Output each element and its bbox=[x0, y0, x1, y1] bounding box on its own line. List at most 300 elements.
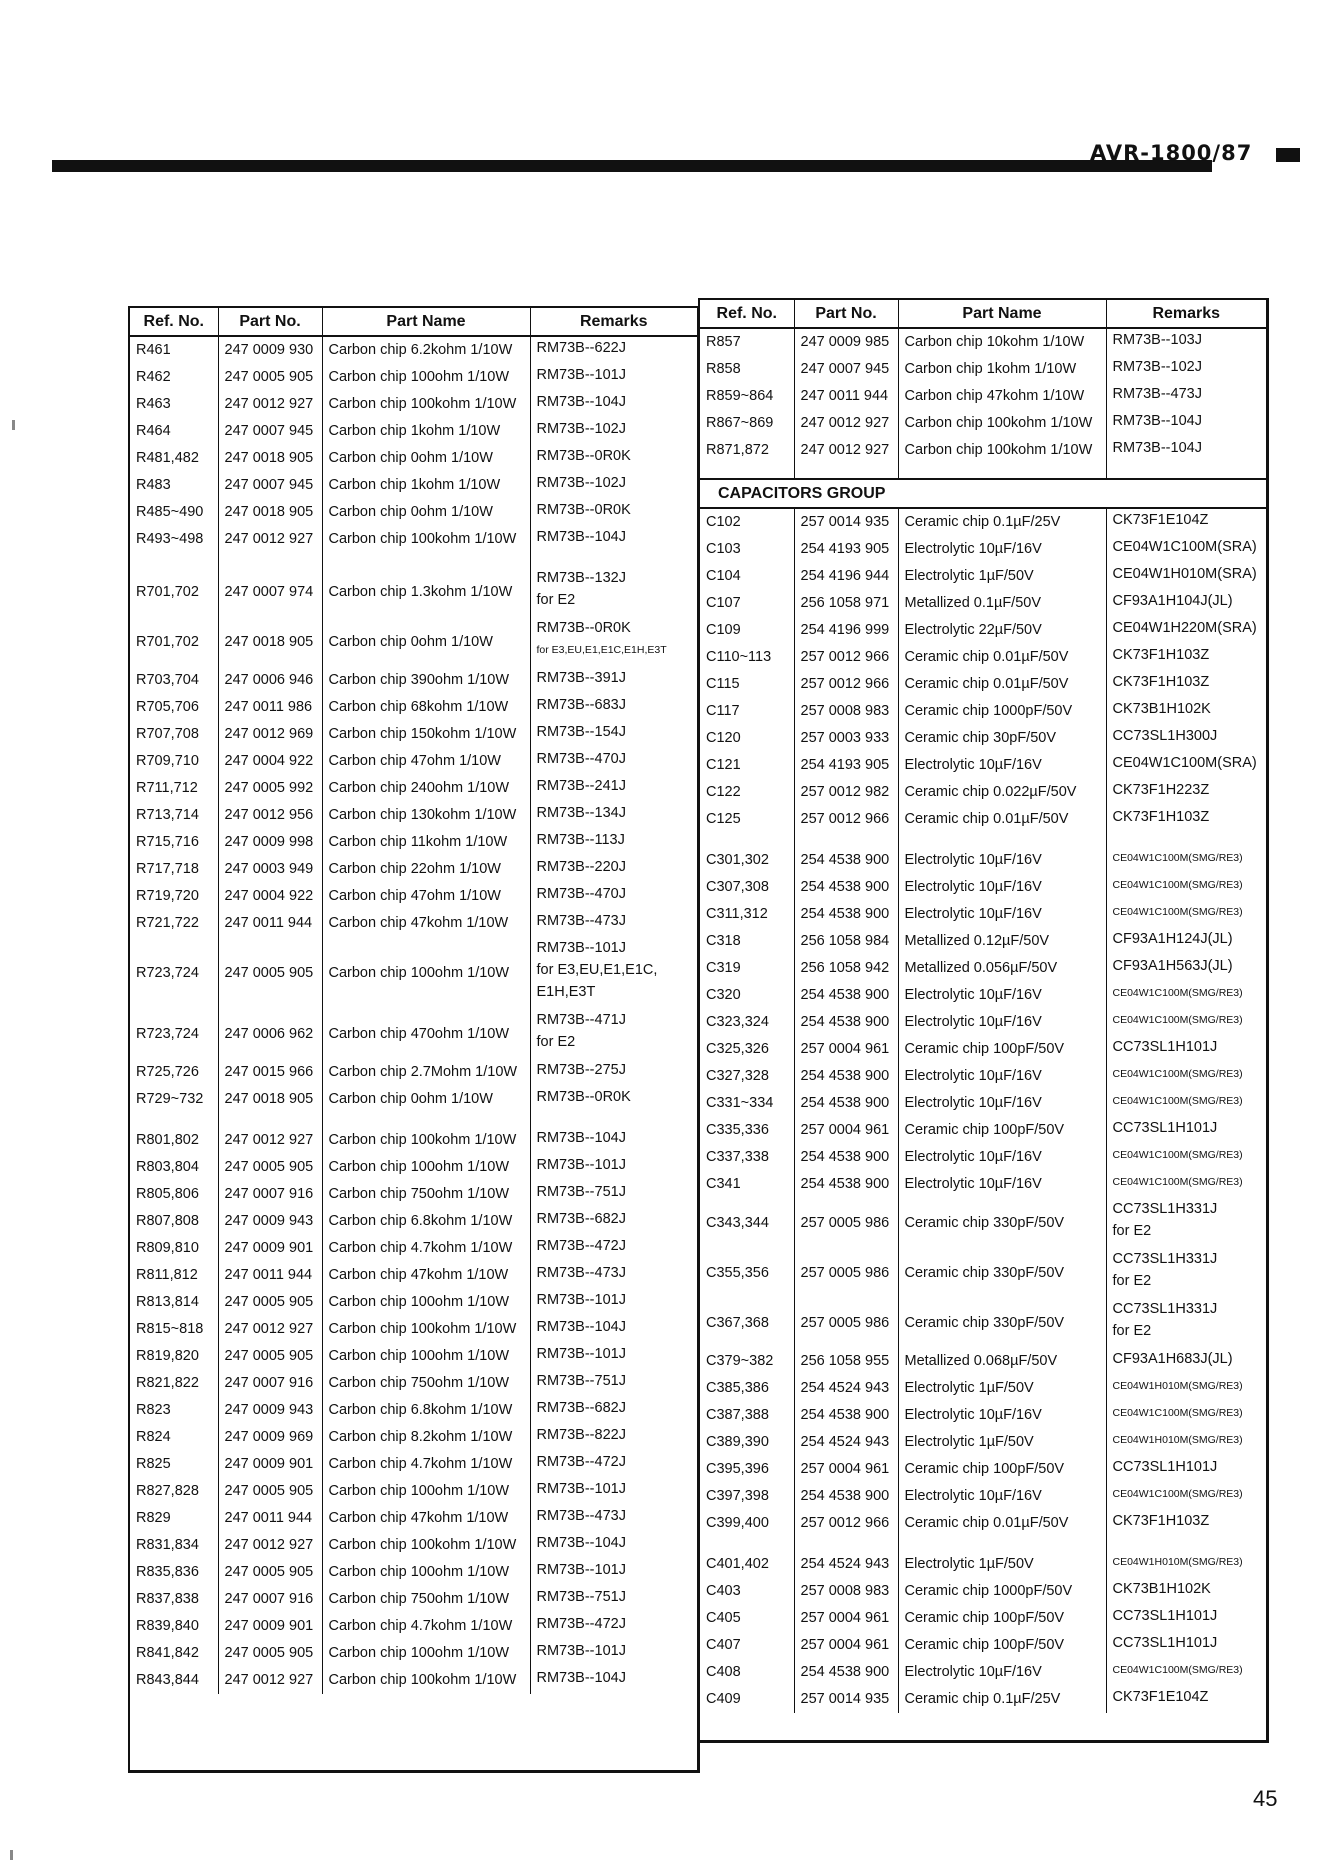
ref-cell: R811,812 bbox=[130, 1262, 218, 1289]
part-name-cell: Electrolytic 10µF/16V bbox=[898, 1659, 1106, 1686]
spacer-row bbox=[130, 1113, 697, 1127]
spacer-cell bbox=[322, 553, 530, 567]
part-no-cell: 247 0005 905 bbox=[218, 1478, 322, 1505]
remarks-cell bbox=[1106, 1456, 1266, 1483]
table-row bbox=[700, 1090, 1266, 1117]
remarks-cell bbox=[530, 617, 697, 667]
remarks-code: RM73B--104J bbox=[536, 1670, 626, 1686]
remarks-cell bbox=[1106, 437, 1266, 464]
part-name-cell: Carbon chip 240ohm 1/10W bbox=[322, 775, 530, 802]
spacer-row bbox=[700, 1537, 1266, 1551]
part-no-cell: 254 4193 905 bbox=[794, 752, 898, 779]
remarks-cell bbox=[530, 1059, 697, 1086]
spacer-cell bbox=[218, 553, 322, 567]
part-name-cell: Carbon chip 6.8kohm 1/10W bbox=[322, 1397, 530, 1424]
parts-table-left bbox=[128, 306, 700, 1773]
part-name-cell: Carbon chip 68kohm 1/10W bbox=[322, 694, 530, 721]
part-no-cell: 247 0011 986 bbox=[218, 694, 322, 721]
table-row bbox=[130, 1154, 697, 1181]
table-row bbox=[130, 336, 697, 364]
remarks-cell bbox=[530, 1370, 697, 1397]
spacer-cell bbox=[130, 553, 218, 567]
part-no-cell: 247 0012 927 bbox=[218, 1127, 322, 1154]
remarks-cell bbox=[1106, 356, 1266, 383]
remarks-cell bbox=[530, 883, 697, 910]
part-name-cell: Electrolytic 10µF/16V bbox=[898, 901, 1106, 928]
part-name-cell: Carbon chip 0ohm 1/10W bbox=[322, 499, 530, 526]
ref-cell: R821,822 bbox=[130, 1370, 218, 1397]
part-name-cell: Carbon chip 1kohm 1/10W bbox=[898, 356, 1106, 383]
ref-cell: C401,402 bbox=[700, 1551, 794, 1578]
header-rule bbox=[52, 160, 1212, 172]
part-no-cell: 257 0004 961 bbox=[794, 1036, 898, 1063]
table-row bbox=[700, 1009, 1266, 1036]
remarks-cell bbox=[1106, 1429, 1266, 1456]
ref-cell: R819,820 bbox=[130, 1343, 218, 1370]
table-row bbox=[700, 410, 1266, 437]
remarks-cell bbox=[530, 1235, 697, 1262]
spacer-cell bbox=[794, 833, 898, 847]
table-row bbox=[130, 694, 697, 721]
remarks-cell bbox=[530, 1009, 697, 1059]
remarks-code: CK73F1H103Z bbox=[1112, 674, 1210, 690]
remarks-cell bbox=[530, 1613, 697, 1640]
spacer-cell bbox=[322, 1113, 530, 1127]
spacer-row bbox=[130, 553, 697, 567]
remarks-code: CK73F1H103Z bbox=[1112, 647, 1210, 663]
part-name-cell: Metallized 0.1µF/50V bbox=[898, 590, 1106, 617]
part-no-cell: 247 0012 927 bbox=[218, 391, 322, 418]
part-no-cell: 254 4538 900 bbox=[794, 1483, 898, 1510]
ref-cell: R829 bbox=[130, 1505, 218, 1532]
table-row bbox=[700, 356, 1266, 383]
part-no-cell: 256 1058 971 bbox=[794, 590, 898, 617]
remarks-code: CE04W1C100M(SMG/RE3) bbox=[1112, 1014, 1243, 1026]
part-name-cell: Ceramic chip 0.01µF/50V bbox=[898, 671, 1106, 698]
part-name-cell: Carbon chip 100ohm 1/10W bbox=[322, 1640, 530, 1667]
part-no-cell: 257 0005 986 bbox=[794, 1298, 898, 1348]
parts-table bbox=[130, 308, 697, 1694]
part-no-cell: 247 0005 905 bbox=[218, 1154, 322, 1181]
part-no-cell: 247 0012 927 bbox=[218, 1667, 322, 1694]
ref-cell: R723,724 bbox=[130, 1009, 218, 1059]
ref-cell: R858 bbox=[700, 356, 794, 383]
part-name-cell: Carbon chip 100kohm 1/10W bbox=[322, 526, 530, 553]
remarks-cell bbox=[1106, 1348, 1266, 1375]
part-no-cell: 247 0007 945 bbox=[218, 472, 322, 499]
table-row bbox=[700, 590, 1266, 617]
remarks-code: CE04W1C100M(SRA) bbox=[1112, 755, 1257, 771]
part-no-cell: 247 0011 944 bbox=[218, 1505, 322, 1532]
remarks-cell bbox=[1106, 590, 1266, 617]
remarks-cell bbox=[1106, 1144, 1266, 1171]
part-name-cell: Carbon chip 750ohm 1/10W bbox=[322, 1370, 530, 1397]
ref-cell: R705,706 bbox=[130, 694, 218, 721]
part-name-cell: Electrolytic 1µF/50V bbox=[898, 1375, 1106, 1402]
remarks-cell bbox=[530, 748, 697, 775]
table-row bbox=[700, 874, 1266, 901]
part-name-cell: Metallized 0.12µF/50V bbox=[898, 928, 1106, 955]
ref-cell: C125 bbox=[700, 806, 794, 833]
table-row bbox=[700, 1348, 1266, 1375]
ref-cell: C389,390 bbox=[700, 1429, 794, 1456]
part-name-cell: Carbon chip 47ohm 1/10W bbox=[322, 748, 530, 775]
header-rule-end bbox=[1276, 148, 1300, 162]
spacer-cell bbox=[794, 464, 898, 479]
remarks-cell bbox=[530, 1181, 697, 1208]
part-no-cell: 254 4196 999 bbox=[794, 617, 898, 644]
remarks-code: CC73SL1H331J bbox=[1112, 1201, 1218, 1217]
table-row bbox=[130, 1208, 697, 1235]
part-no-cell: 254 4524 943 bbox=[794, 1429, 898, 1456]
part-name-cell: Carbon chip 6.2kohm 1/10W bbox=[322, 336, 530, 364]
table-row bbox=[700, 1402, 1266, 1429]
part-no-cell: 257 0004 961 bbox=[794, 1605, 898, 1632]
part-name-cell: Ceramic chip 330pF/50V bbox=[898, 1198, 1106, 1248]
ref-cell: R701,702 bbox=[130, 617, 218, 667]
remarks-note: for E2 bbox=[1112, 1223, 1152, 1239]
remarks-code: CE04W1C100M(SMG/RE3) bbox=[1112, 987, 1243, 999]
part-name-cell: Carbon chip 100kohm 1/10W bbox=[322, 391, 530, 418]
ref-cell: R461 bbox=[130, 336, 218, 364]
part-no-cell: 247 0004 922 bbox=[218, 748, 322, 775]
remarks-cell bbox=[530, 1532, 697, 1559]
table-row bbox=[130, 1505, 697, 1532]
ref-cell: R721,722 bbox=[130, 910, 218, 937]
part-no-cell: 247 0009 943 bbox=[218, 1208, 322, 1235]
ref-cell: R807,808 bbox=[130, 1208, 218, 1235]
remarks-code: RM73B--104J bbox=[536, 529, 626, 545]
remarks-code: RM73B--104J bbox=[536, 394, 626, 410]
part-name-cell: Carbon chip 390ohm 1/10W bbox=[322, 667, 530, 694]
remarks-cell bbox=[530, 1478, 697, 1505]
remarks-cell bbox=[1106, 928, 1266, 955]
scan-mark bbox=[12, 420, 15, 430]
ref-cell: C403 bbox=[700, 1578, 794, 1605]
part-no-cell: 257 0012 982 bbox=[794, 779, 898, 806]
table-row bbox=[130, 567, 697, 617]
part-no-cell: 247 0007 945 bbox=[794, 356, 898, 383]
remarks-cell bbox=[530, 1586, 697, 1613]
remarks-code: CE04W1C100M(SMG/RE3) bbox=[1112, 906, 1243, 918]
remarks-note: for E2 bbox=[536, 592, 576, 608]
remarks-code: RM73B--275J bbox=[536, 1062, 626, 1078]
part-name-cell: Ceramic chip 1000pF/50V bbox=[898, 1578, 1106, 1605]
ref-cell: C397,398 bbox=[700, 1483, 794, 1510]
part-name-cell: Carbon chip 100ohm 1/10W bbox=[322, 1343, 530, 1370]
remarks-cell bbox=[1106, 698, 1266, 725]
remarks-code: RM73B--104J bbox=[536, 1319, 626, 1335]
ref-cell: R711,712 bbox=[130, 775, 218, 802]
remarks-code: RM73B--0R0K bbox=[536, 448, 631, 464]
remarks-cell bbox=[1106, 1686, 1266, 1713]
part-name-cell: Carbon chip 100kohm 1/10W bbox=[898, 437, 1106, 464]
remarks-code: RM73B--104J bbox=[536, 1535, 626, 1551]
remarks-code: RM73B--391J bbox=[536, 670, 626, 686]
remarks-code: RM73B--113J bbox=[536, 832, 625, 848]
table-row bbox=[130, 418, 697, 445]
remarks-code: CK73F1E104Z bbox=[1112, 1689, 1209, 1705]
table-row bbox=[130, 1397, 697, 1424]
part-no-cell: 247 0012 927 bbox=[218, 1316, 322, 1343]
part-no-cell: 247 0009 901 bbox=[218, 1235, 322, 1262]
ref-cell: R725,726 bbox=[130, 1059, 218, 1086]
ref-cell: C325,326 bbox=[700, 1036, 794, 1063]
remarks-cell bbox=[530, 1640, 697, 1667]
table-row bbox=[700, 1248, 1266, 1298]
part-no-cell: 257 0012 966 bbox=[794, 1510, 898, 1537]
part-name-cell: Electrolytic 10µF/16V bbox=[898, 1483, 1106, 1510]
ref-cell: C331~334 bbox=[700, 1090, 794, 1117]
ref-cell: R837,838 bbox=[130, 1586, 218, 1613]
table-row bbox=[700, 806, 1266, 833]
ref-cell: R805,806 bbox=[130, 1181, 218, 1208]
remarks-cell bbox=[530, 1154, 697, 1181]
remarks-code: RM73B--101J bbox=[536, 1643, 626, 1659]
table-row bbox=[700, 1686, 1266, 1713]
table-row bbox=[700, 563, 1266, 590]
remarks-cell bbox=[1106, 1298, 1266, 1348]
ref-cell: R809,810 bbox=[130, 1235, 218, 1262]
part-no-cell: 257 0005 986 bbox=[794, 1248, 898, 1298]
remarks-cell bbox=[1106, 1551, 1266, 1578]
part-name-cell: Carbon chip 100kohm 1/10W bbox=[898, 410, 1106, 437]
ref-cell: R723,724 bbox=[130, 937, 218, 1009]
remarks-code: CE04W1C100M(SRA) bbox=[1112, 539, 1257, 555]
part-no-cell: 254 4538 900 bbox=[794, 1659, 898, 1686]
ref-cell: R867~869 bbox=[700, 410, 794, 437]
ref-cell: C122 bbox=[700, 779, 794, 806]
ref-cell: R843,844 bbox=[130, 1667, 218, 1694]
remarks-cell bbox=[1106, 617, 1266, 644]
remarks-code: RM73B--134J bbox=[536, 805, 626, 821]
table-row bbox=[700, 644, 1266, 671]
part-name-cell: Carbon chip 1.3kohm 1/10W bbox=[322, 567, 530, 617]
table-row bbox=[700, 1171, 1266, 1198]
spacer-cell bbox=[130, 1113, 218, 1127]
part-name-cell: Ceramic chip 100pF/50V bbox=[898, 1117, 1106, 1144]
part-name-cell: Electrolytic 22µF/50V bbox=[898, 617, 1106, 644]
ref-cell: C409 bbox=[700, 1686, 794, 1713]
table-row bbox=[700, 1632, 1266, 1659]
ref-cell: R803,804 bbox=[130, 1154, 218, 1181]
remarks-code: CC73SL1H101J bbox=[1112, 1120, 1218, 1136]
remarks-cell bbox=[530, 1262, 697, 1289]
remarks-code: CF93A1H683J(JL) bbox=[1112, 1351, 1233, 1367]
part-no-cell: 254 4196 944 bbox=[794, 563, 898, 590]
part-name-cell: Electrolytic 10µF/16V bbox=[898, 1090, 1106, 1117]
remarks-cell bbox=[530, 1667, 697, 1694]
remarks-note: for E2 bbox=[1112, 1323, 1152, 1339]
spacer-cell bbox=[530, 553, 697, 567]
part-no-cell: 247 0012 969 bbox=[218, 721, 322, 748]
table-row bbox=[700, 1144, 1266, 1171]
ref-cell: C319 bbox=[700, 955, 794, 982]
col-part-no: Part No. bbox=[794, 300, 898, 328]
group-heading: CAPACITORS GROUP bbox=[700, 479, 1266, 508]
table-row bbox=[700, 1551, 1266, 1578]
remarks-cell bbox=[530, 472, 697, 499]
remarks-code: RM73B--470J bbox=[536, 751, 626, 767]
part-name-cell: Carbon chip 100kohm 1/10W bbox=[322, 1316, 530, 1343]
part-name-cell: Carbon chip 100ohm 1/10W bbox=[322, 1289, 530, 1316]
remarks-cell bbox=[1106, 955, 1266, 982]
table-row bbox=[700, 1375, 1266, 1402]
part-name-cell: Carbon chip 4.7kohm 1/10W bbox=[322, 1235, 530, 1262]
remarks-code: CE04W1C100M(SMG/RE3) bbox=[1112, 1664, 1243, 1676]
remarks-cell bbox=[530, 445, 697, 472]
spacer-cell bbox=[700, 833, 794, 847]
ref-cell: C109 bbox=[700, 617, 794, 644]
part-name-cell: Carbon chip 4.7kohm 1/10W bbox=[322, 1613, 530, 1640]
part-no-cell: 254 4538 900 bbox=[794, 982, 898, 1009]
ref-cell: R839,840 bbox=[130, 1613, 218, 1640]
part-name-cell: Ceramic chip 0.1µF/25V bbox=[898, 508, 1106, 536]
remarks-cell bbox=[530, 721, 697, 748]
table-row bbox=[130, 499, 697, 526]
ref-cell: R824 bbox=[130, 1424, 218, 1451]
ref-cell: C102 bbox=[700, 508, 794, 536]
remarks-code: CC73SL1H331J bbox=[1112, 1301, 1218, 1317]
part-no-cell: 256 1058 955 bbox=[794, 1348, 898, 1375]
part-name-cell: Carbon chip 100kohm 1/10W bbox=[322, 1532, 530, 1559]
ref-cell: R859~864 bbox=[700, 383, 794, 410]
remarks-cell bbox=[1106, 901, 1266, 928]
ref-cell: R831,834 bbox=[130, 1532, 218, 1559]
table-row bbox=[130, 472, 697, 499]
remarks-code: CF93A1H104J(JL) bbox=[1112, 593, 1233, 609]
remarks-cell bbox=[530, 1505, 697, 1532]
part-name-cell: Ceramic chip 0.01µF/50V bbox=[898, 806, 1106, 833]
part-no-cell: 257 0004 961 bbox=[794, 1632, 898, 1659]
remarks-code: RM73B--101J bbox=[536, 940, 626, 956]
remarks-cell bbox=[1106, 1510, 1266, 1537]
model-title: AVR-1800/87 bbox=[1090, 141, 1253, 165]
part-name-cell: Electrolytic 10µF/16V bbox=[898, 847, 1106, 874]
remarks-cell bbox=[530, 910, 697, 937]
ref-cell: C367,368 bbox=[700, 1298, 794, 1348]
table-row bbox=[700, 1483, 1266, 1510]
remarks-code: RM73B--103J bbox=[1112, 332, 1202, 348]
part-no-cell: 247 0006 946 bbox=[218, 667, 322, 694]
ref-cell: C318 bbox=[700, 928, 794, 955]
remarks-code: RM73B--220J bbox=[536, 859, 626, 875]
part-name-cell: Electrolytic 10µF/16V bbox=[898, 1144, 1106, 1171]
remarks-code: RM73B--472J bbox=[536, 1616, 626, 1632]
table-row bbox=[130, 1262, 697, 1289]
remarks-code: RM73B--101J bbox=[536, 1292, 626, 1308]
table-row bbox=[130, 1086, 697, 1113]
table-row bbox=[700, 1117, 1266, 1144]
part-name-cell: Carbon chip 1kohm 1/10W bbox=[322, 472, 530, 499]
remarks-cell bbox=[530, 667, 697, 694]
table-row bbox=[130, 1451, 697, 1478]
part-no-cell: 247 0009 943 bbox=[218, 1397, 322, 1424]
remarks-code: RM73B--104J bbox=[1112, 413, 1202, 429]
table-row bbox=[130, 1478, 697, 1505]
table-row bbox=[130, 748, 697, 775]
remarks-code: CK73F1H223Z bbox=[1112, 782, 1210, 798]
ref-cell: R871,872 bbox=[700, 437, 794, 464]
spacer-cell bbox=[898, 1537, 1106, 1551]
remarks-cell bbox=[1106, 752, 1266, 779]
remarks-cell bbox=[1106, 1375, 1266, 1402]
part-name-cell: Carbon chip 47ohm 1/10W bbox=[322, 883, 530, 910]
remarks-cell bbox=[530, 418, 697, 445]
remarks-code: RM73B--473J bbox=[536, 1508, 626, 1524]
remarks-cell bbox=[1106, 1248, 1266, 1298]
remarks-cell bbox=[530, 802, 697, 829]
part-no-cell: 254 4538 900 bbox=[794, 1144, 898, 1171]
ref-cell: C110~113 bbox=[700, 644, 794, 671]
remarks-code: RM73B--472J bbox=[536, 1454, 626, 1470]
part-no-cell: 256 1058 984 bbox=[794, 928, 898, 955]
remarks-cell bbox=[1106, 1090, 1266, 1117]
spacer-cell bbox=[700, 464, 794, 479]
part-no-cell: 247 0009 901 bbox=[218, 1451, 322, 1478]
ref-cell: C408 bbox=[700, 1659, 794, 1686]
ref-cell: R483 bbox=[130, 472, 218, 499]
part-no-cell: 254 4538 900 bbox=[794, 1063, 898, 1090]
part-no-cell: 247 0009 969 bbox=[218, 1424, 322, 1451]
remarks-code: CC73SL1H101J bbox=[1112, 1039, 1218, 1055]
remarks-code: RM73B--822J bbox=[536, 1427, 626, 1443]
table-row bbox=[130, 1559, 697, 1586]
table-row bbox=[700, 928, 1266, 955]
table-row bbox=[700, 671, 1266, 698]
part-no-cell: 256 1058 942 bbox=[794, 955, 898, 982]
part-no-cell: 247 0007 916 bbox=[218, 1181, 322, 1208]
remarks-code: CK73F1H103Z bbox=[1112, 809, 1210, 825]
remarks-code: CK73B1H102K bbox=[1112, 1581, 1211, 1597]
part-no-cell: 254 4538 900 bbox=[794, 1009, 898, 1036]
spacer-cell bbox=[794, 1537, 898, 1551]
parts-table bbox=[700, 300, 1266, 1713]
table-row bbox=[700, 328, 1266, 356]
remarks-cell bbox=[1106, 847, 1266, 874]
part-no-cell: 247 0007 945 bbox=[218, 418, 322, 445]
remarks-cell bbox=[530, 336, 697, 364]
part-no-cell: 247 0012 927 bbox=[218, 1532, 322, 1559]
part-name-cell: Carbon chip 100ohm 1/10W bbox=[322, 1478, 530, 1505]
part-name-cell: Electrolytic 10µF/16V bbox=[898, 982, 1106, 1009]
remarks-cell bbox=[1106, 1632, 1266, 1659]
table-row bbox=[130, 1667, 697, 1694]
remarks-code: RM73B--0R0K bbox=[536, 1089, 631, 1105]
table-row bbox=[700, 1036, 1266, 1063]
remarks-code: CE04W1H220M(SRA) bbox=[1112, 620, 1257, 636]
part-no-cell: 247 0012 956 bbox=[218, 802, 322, 829]
table-row bbox=[130, 391, 697, 418]
part-name-cell: Electrolytic 10µF/16V bbox=[898, 1009, 1106, 1036]
part-name-cell: Carbon chip 0ohm 1/10W bbox=[322, 445, 530, 472]
table-row bbox=[130, 364, 697, 391]
ref-cell: R825 bbox=[130, 1451, 218, 1478]
remarks-code: RM73B--622J bbox=[536, 340, 626, 356]
part-no-cell: 247 0005 905 bbox=[218, 1640, 322, 1667]
spacer-cell bbox=[898, 464, 1106, 479]
table-row bbox=[130, 856, 697, 883]
part-no-cell: 254 4538 900 bbox=[794, 1090, 898, 1117]
table-row bbox=[130, 910, 697, 937]
remarks-code: RM73B--473J bbox=[536, 1265, 626, 1281]
remarks-code: RM73B--471J bbox=[536, 1012, 626, 1028]
part-no-cell: 247 0005 905 bbox=[218, 1289, 322, 1316]
remarks-cell bbox=[1106, 1036, 1266, 1063]
remarks-cell bbox=[1106, 1063, 1266, 1090]
part-name-cell: Carbon chip 6.8kohm 1/10W bbox=[322, 1208, 530, 1235]
table-row bbox=[700, 1578, 1266, 1605]
